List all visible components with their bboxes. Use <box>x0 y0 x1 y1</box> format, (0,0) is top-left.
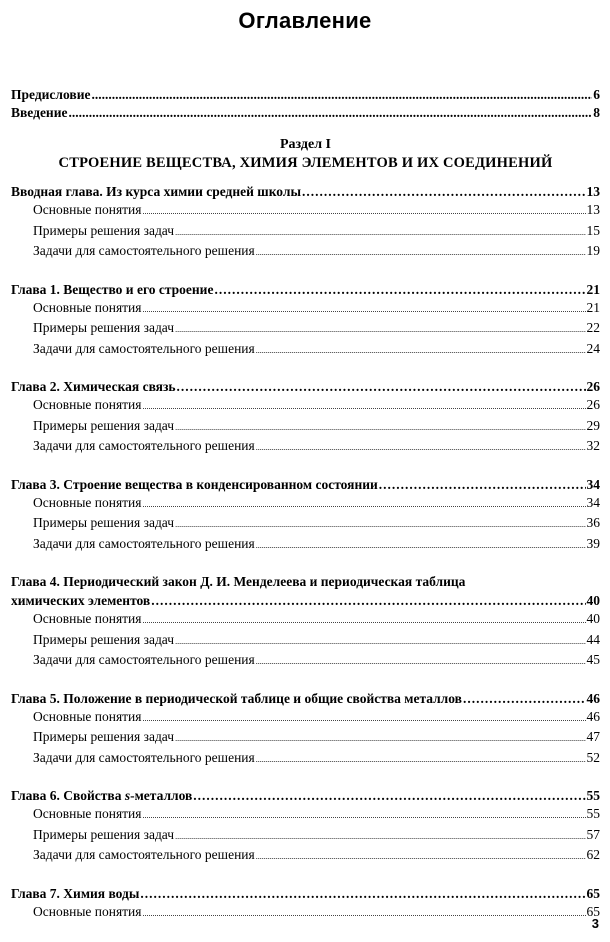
chapter-block <box>11 572 600 672</box>
chapter-page: 34 <box>586 476 600 492</box>
leader-dots <box>143 203 586 222</box>
chapter-page: 13 <box>586 184 600 199</box>
subentry-page: 19 <box>586 243 600 258</box>
chapter-block <box>11 884 600 924</box>
subentry <box>11 437 600 458</box>
section-heading <box>11 136 600 172</box>
subentry-title: Задачи для самостоятельного решения <box>33 340 255 356</box>
subentry <box>11 749 600 770</box>
chapter-block <box>11 475 600 556</box>
leader-dots <box>175 224 585 243</box>
table-of-contents <box>11 86 600 923</box>
subentry-page: 44 <box>586 631 600 647</box>
leader-dots <box>175 321 585 340</box>
subentry <box>11 299 600 320</box>
chapter-entry <box>11 591 600 610</box>
subentry-page: 26 <box>586 397 600 412</box>
chapter-page: 40 <box>586 593 600 608</box>
subentry <box>11 340 600 361</box>
subentry-title: Примеры решения задач <box>33 631 175 647</box>
chapter-block <box>11 786 600 867</box>
chapter-entry <box>11 786 600 805</box>
chapter-entry <box>11 689 600 708</box>
subentry-title: Основные понятия <box>33 708 142 724</box>
leader-dots <box>193 786 585 805</box>
chapter-title: Глава 7. Химия воды <box>11 885 140 901</box>
toc-entry-preface <box>11 86 600 104</box>
leader-dots <box>143 612 586 631</box>
subentry <box>11 417 600 438</box>
subentry-title: Основные понятия <box>33 397 142 412</box>
subentry <box>11 319 600 340</box>
subentry-page: 47 <box>586 729 600 744</box>
leader-dots <box>68 104 592 122</box>
subentry-title: Задачи для самостоятельного решения <box>33 847 255 862</box>
subentry <box>11 631 600 652</box>
chapter-title: Глава 5. Положение в периодической таблице и общие свойства металлов <box>11 690 462 706</box>
subentry-title: Примеры решения задач <box>33 417 175 433</box>
leader-dots <box>214 280 585 299</box>
subentry-page: 15 <box>586 222 600 238</box>
leader-dots <box>302 182 586 201</box>
leader-dots <box>175 419 585 438</box>
subentry <box>11 494 600 515</box>
leader-dots <box>175 730 585 749</box>
subentry-title: Задачи для самостоятельного решения <box>33 243 255 258</box>
page-title: Оглавление <box>238 8 372 33</box>
chapter-page: 46 <box>586 690 600 706</box>
chapter-entry <box>11 377 600 396</box>
subentry-title: Задачи для самостоятельного решения <box>33 535 255 551</box>
chapter-block <box>11 182 600 263</box>
leader-dots <box>256 537 586 556</box>
subentry-title: Примеры решения задач <box>33 320 175 335</box>
subentry <box>11 728 600 749</box>
subentry-page: 22 <box>586 320 600 335</box>
leader-dots <box>175 828 585 847</box>
subentry <box>11 805 600 826</box>
subentry <box>11 903 600 924</box>
subentry-page: 55 <box>586 806 600 821</box>
subentry <box>11 222 600 243</box>
leader-dots <box>379 475 586 494</box>
chapter-title <box>11 786 192 805</box>
leader-dots <box>256 751 586 770</box>
leader-dots <box>91 86 592 104</box>
leader-dots <box>256 653 586 672</box>
subentry-page: 32 <box>586 438 600 453</box>
chapter-title-line1: Глава 4. Периодический закон Д. И. Менделеева и периодическая таблица <box>11 574 466 589</box>
subentry-page: 40 <box>586 611 600 626</box>
subentry-page: 45 <box>586 652 600 667</box>
subentry-title: Задачи для самостоятельного решения <box>33 438 255 453</box>
chapter-page: 26 <box>586 379 600 394</box>
chapter-entry <box>11 884 600 903</box>
subentry-page: 57 <box>586 826 600 842</box>
leader-dots <box>151 591 585 610</box>
entry-page: 6 <box>593 87 600 102</box>
chapter-title: химических элементов <box>11 593 151 608</box>
leader-dots <box>256 848 586 867</box>
chapter-block <box>11 280 600 361</box>
chapter-page: 55 <box>586 788 600 803</box>
subentry-page: 34 <box>586 494 600 510</box>
leader-dots <box>256 244 586 263</box>
subentry-title: Основные понятия <box>33 806 142 821</box>
subentry <box>11 242 600 263</box>
leader-dots <box>177 377 586 396</box>
section-label: Раздел I <box>279 137 332 152</box>
subentry <box>11 535 600 556</box>
chapter-page: 21 <box>586 281 600 297</box>
subentry <box>11 846 600 867</box>
page-number: 3 <box>591 916 599 931</box>
chapter-title-suffix: -металлов <box>130 788 193 803</box>
chapter-entry <box>11 182 600 201</box>
leader-dots <box>143 905 586 924</box>
leader-dots <box>463 689 586 708</box>
subentry-title: Основные понятия <box>33 494 142 510</box>
leader-dots <box>143 807 586 826</box>
subentry <box>11 201 600 222</box>
subentry <box>11 826 600 847</box>
subentry-title: Основные понятия <box>33 299 142 315</box>
subentry-page: 46 <box>586 708 600 724</box>
subentry-title: Задачи для самостоятельного решения <box>33 749 255 765</box>
chapter-title-prefix: Глава 6. Свойства <box>11 788 125 803</box>
subentry-page: 65 <box>586 903 600 919</box>
subentry-title: Задачи для самостоятельного решения <box>33 652 255 667</box>
chapter-title: Глава 2. Химическая связь <box>11 379 176 394</box>
subentry <box>11 396 600 417</box>
leader-dots <box>140 884 585 903</box>
chapter-title: Глава 1. Вещество и его строение <box>11 281 214 297</box>
chapter-title: Глава 3. Строение вещества в конденсированном состоянии <box>11 476 378 492</box>
subentry-title: Примеры решения задач <box>33 222 175 238</box>
chapter-title-italic: s <box>124 788 131 803</box>
subentry-title: Примеры решения задач <box>33 729 175 744</box>
subentry-title: Примеры решения задач <box>33 826 175 842</box>
subentry-title: Основные понятия <box>33 611 142 626</box>
entry-page: 8 <box>593 105 600 120</box>
entry-title: Предисловие <box>11 87 91 102</box>
subentry-title: Основные понятия <box>33 903 142 919</box>
chapter-title: Вводная глава. Из курса химии средней школы <box>11 184 301 199</box>
leader-dots <box>143 398 586 417</box>
leader-dots <box>256 439 586 458</box>
leader-dots <box>256 342 586 361</box>
subentry <box>11 514 600 535</box>
chapter-page: 65 <box>586 885 600 901</box>
subentry-page: 52 <box>586 749 600 765</box>
subentry <box>11 708 600 729</box>
subentry-page: 29 <box>586 417 600 433</box>
chapter-entry <box>11 280 600 299</box>
chapter-entry <box>11 475 600 494</box>
subentry-page: 24 <box>586 340 600 356</box>
subentry-page: 13 <box>586 202 600 217</box>
subentry-page: 21 <box>586 299 600 315</box>
subentry-title: Основные понятия <box>33 202 142 217</box>
subentry-page: 36 <box>586 515 600 530</box>
subentry-page: 39 <box>586 535 600 551</box>
toc-entry-introduction <box>11 104 600 122</box>
chapter-block <box>11 689 600 770</box>
leader-dots <box>143 710 586 729</box>
subentry <box>11 651 600 672</box>
leader-dots <box>175 516 585 535</box>
leader-dots <box>143 496 586 515</box>
leader-dots <box>175 633 585 652</box>
subentry-title: Примеры решения задач <box>33 515 175 530</box>
chapter-block <box>11 377 600 458</box>
entry-title: Введение <box>11 105 68 120</box>
subentry-page: 62 <box>586 847 600 862</box>
leader-dots <box>143 301 586 320</box>
subentry <box>11 610 600 631</box>
section-name: СТРОЕНИЕ ВЕЩЕСТВА, ХИМИЯ ЭЛЕМЕНТОВ И ИХ СОЕДИНЕНИЙ <box>58 155 553 171</box>
